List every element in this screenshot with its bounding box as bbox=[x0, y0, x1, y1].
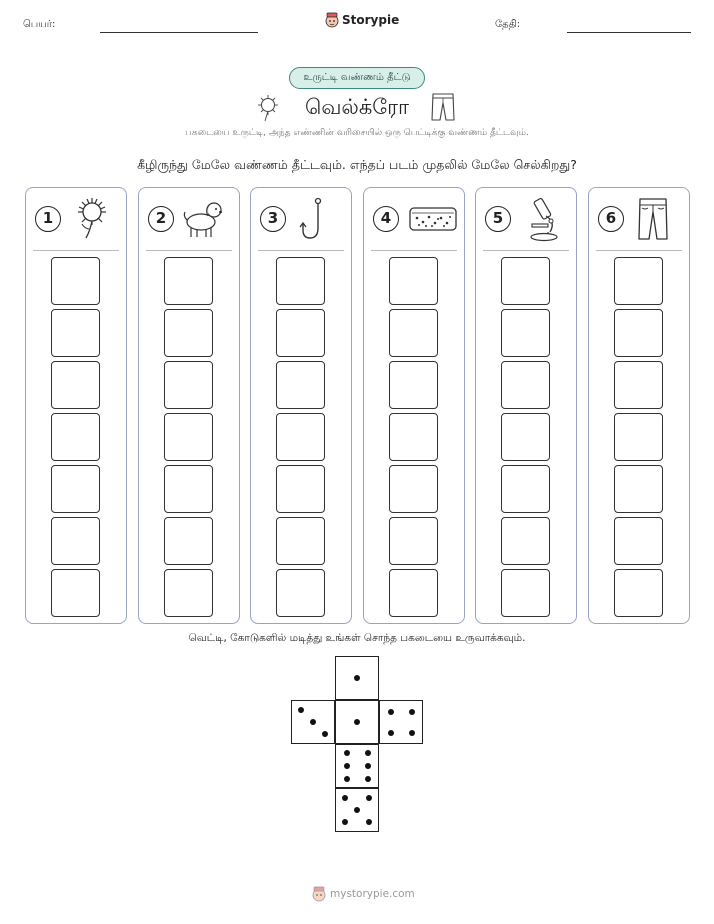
column-6 bbox=[588, 187, 690, 624]
color-box[interactable] bbox=[164, 569, 213, 617]
footer bbox=[312, 886, 415, 902]
color-box[interactable] bbox=[164, 413, 213, 461]
die-pip bbox=[344, 776, 350, 782]
cut-instructions: வெட்டி, கோடுகளில் மடித்து உங்கள் சொந்த பகடையை உருவாக்கவும். bbox=[188, 632, 526, 644]
color-box[interactable] bbox=[276, 465, 325, 513]
color-box[interactable] bbox=[389, 257, 438, 305]
color-box[interactable] bbox=[51, 465, 100, 513]
color-box[interactable] bbox=[51, 309, 100, 357]
die-pip bbox=[365, 763, 371, 769]
date-label: தேதி: bbox=[495, 19, 521, 30]
color-box[interactable] bbox=[51, 569, 100, 617]
die-pip bbox=[298, 707, 304, 713]
die-pip bbox=[354, 675, 360, 681]
die-pip bbox=[354, 807, 360, 813]
question: கீழிருந்து மேலே வண்ணம் தீட்டவும். எந்தப் படம் முதலில் மேலே செல்கிறது? bbox=[137, 157, 577, 172]
die-pip bbox=[342, 795, 348, 801]
microscope-icon bbox=[524, 196, 560, 242]
column-divider bbox=[146, 250, 232, 251]
color-box[interactable] bbox=[614, 361, 663, 409]
column-1 bbox=[25, 187, 127, 624]
column-number: 5 bbox=[485, 206, 511, 232]
color-box[interactable] bbox=[501, 465, 550, 513]
brand-name: Storypie bbox=[342, 13, 400, 27]
title-row bbox=[0, 92, 714, 124]
color-box[interactable] bbox=[389, 569, 438, 617]
die-pip bbox=[409, 730, 415, 736]
die-pip bbox=[365, 776, 371, 782]
footer-url[interactable]: mystorypie.com bbox=[330, 888, 415, 900]
color-box[interactable] bbox=[389, 465, 438, 513]
color-box[interactable] bbox=[276, 309, 325, 357]
color-box[interactable] bbox=[164, 309, 213, 357]
color-box[interactable] bbox=[276, 361, 325, 409]
die-pip bbox=[409, 709, 415, 715]
color-box[interactable] bbox=[501, 309, 550, 357]
die-face-4 bbox=[379, 700, 423, 744]
die-face-3 bbox=[291, 700, 335, 744]
color-box[interactable] bbox=[164, 465, 213, 513]
color-box[interactable] bbox=[51, 257, 100, 305]
die-pip bbox=[388, 730, 394, 736]
sponge-icon bbox=[407, 196, 459, 240]
color-box[interactable] bbox=[501, 361, 550, 409]
activity-badge: உருட்டி வண்ணம் தீட்டு bbox=[289, 67, 425, 89]
color-box[interactable] bbox=[389, 361, 438, 409]
die-face-1 bbox=[335, 656, 379, 700]
column-divider bbox=[33, 250, 119, 251]
column-divider bbox=[371, 250, 457, 251]
color-box[interactable] bbox=[614, 413, 663, 461]
die-face-5 bbox=[335, 788, 379, 832]
die-pip bbox=[310, 719, 316, 725]
hook-icon bbox=[299, 196, 329, 242]
column-number: 2 bbox=[148, 206, 174, 232]
color-box[interactable] bbox=[276, 257, 325, 305]
date-line[interactable] bbox=[567, 32, 691, 33]
name-line[interactable] bbox=[100, 32, 258, 33]
color-box[interactable] bbox=[501, 569, 550, 617]
color-box[interactable] bbox=[276, 517, 325, 565]
die-face-6 bbox=[335, 744, 379, 788]
die-pip bbox=[344, 750, 350, 756]
die-pip bbox=[365, 750, 371, 756]
brand-logo bbox=[325, 12, 399, 28]
page-title: வெல்க்ரோ bbox=[304, 95, 410, 119]
die-pip bbox=[322, 731, 328, 737]
storypie-mascot-icon bbox=[325, 12, 339, 28]
die-pip bbox=[388, 709, 394, 715]
column-divider bbox=[258, 250, 344, 251]
color-box[interactable] bbox=[614, 257, 663, 305]
color-box[interactable] bbox=[501, 517, 550, 565]
column-divider bbox=[596, 250, 682, 251]
die-pip bbox=[366, 819, 372, 825]
color-box[interactable] bbox=[501, 413, 550, 461]
color-box[interactable] bbox=[389, 309, 438, 357]
die-pip bbox=[354, 719, 360, 725]
column-number: 3 bbox=[260, 206, 286, 232]
color-box[interactable] bbox=[164, 257, 213, 305]
color-box[interactable] bbox=[614, 465, 663, 513]
burr-icon bbox=[74, 196, 110, 240]
die-pip bbox=[366, 795, 372, 801]
column-5 bbox=[475, 187, 577, 624]
die-pip bbox=[344, 763, 350, 769]
dog-icon bbox=[181, 196, 225, 240]
color-box[interactable] bbox=[501, 257, 550, 305]
column-number: 6 bbox=[598, 206, 624, 232]
storypie-mascot-icon bbox=[312, 886, 326, 902]
name-label: பெயர்: bbox=[23, 19, 56, 30]
column-4 bbox=[363, 187, 465, 624]
color-box[interactable] bbox=[51, 361, 100, 409]
color-box[interactable] bbox=[164, 517, 213, 565]
instructions: பகடையை உருட்டி, அந்த எண்ணின் வரிசையில் ஒரு பெட்டிக்கு வண்ணம் தீட்டவும். bbox=[185, 128, 529, 138]
color-box[interactable] bbox=[614, 517, 663, 565]
color-box[interactable] bbox=[276, 413, 325, 461]
color-box[interactable] bbox=[614, 569, 663, 617]
color-box[interactable] bbox=[389, 413, 438, 461]
color-box[interactable] bbox=[389, 517, 438, 565]
column-2 bbox=[138, 187, 240, 624]
color-box[interactable] bbox=[51, 413, 100, 461]
color-box[interactable] bbox=[51, 517, 100, 565]
color-box[interactable] bbox=[276, 569, 325, 617]
column-number: 1 bbox=[35, 206, 61, 232]
color-box[interactable] bbox=[164, 361, 213, 409]
pants-icon bbox=[430, 92, 456, 122]
color-box[interactable] bbox=[614, 309, 663, 357]
column-divider bbox=[483, 250, 569, 251]
column-number: 4 bbox=[373, 206, 399, 232]
column-3 bbox=[250, 187, 352, 624]
die-pip bbox=[342, 819, 348, 825]
pants-icon bbox=[637, 196, 669, 242]
die-face-1 bbox=[335, 700, 379, 744]
